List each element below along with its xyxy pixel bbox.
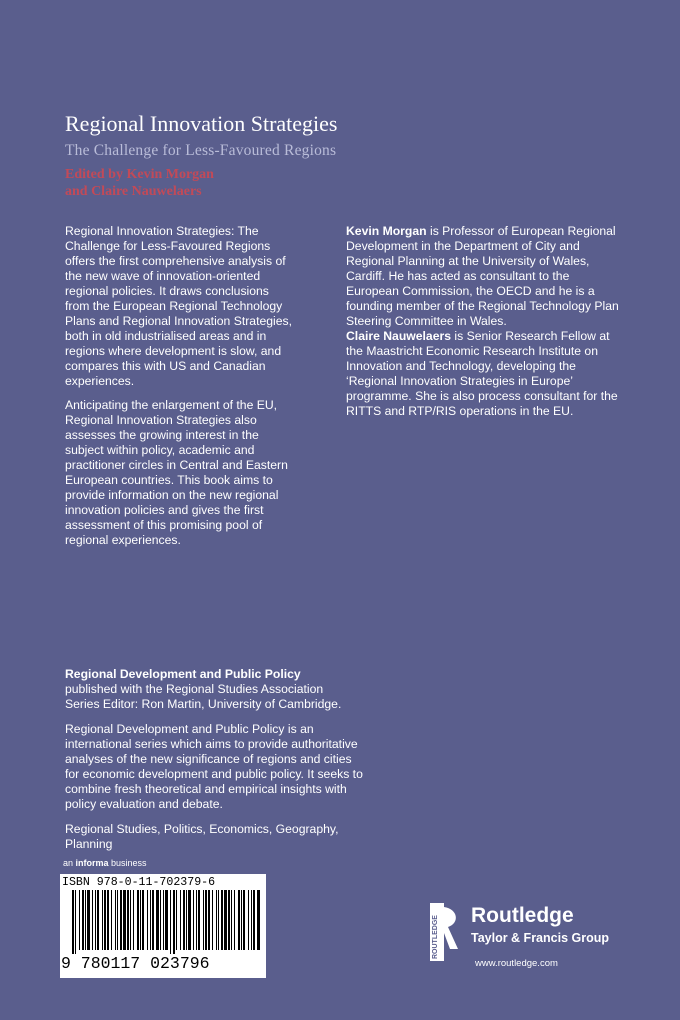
editors-line-1: Edited by Kevin Morgan bbox=[65, 167, 214, 182]
barcode-bar bbox=[95, 890, 96, 950]
book-subtitle: The Challenge for Less-Favoured Regions bbox=[65, 142, 337, 159]
isbn-label: ISBN 978-0-11-702379-6 bbox=[62, 876, 216, 889]
series-info bbox=[65, 667, 365, 862]
series-description: Regional Development and Public Policy is an international series which aims to provide authoritative analyses of the new significance of regions and cities for economic development and public policy. It seeks to combine fresh theoretical and empirical insights with policy evaluation and debate. bbox=[65, 722, 363, 811]
routledge-logo-text: ROUTLEDGE bbox=[432, 915, 439, 959]
barcode-bar bbox=[212, 890, 213, 950]
description-paragraph-2: Anticipating the enlargement of the EU, Regional Innovation Strategies also assesses the growing interest in the subject within policy, academic and practitioner circles in Central and Eastern European countries. This book aims to provide information on the new regional innovation policies and gives the first assessment of this promising pool of regional experiences. bbox=[65, 398, 288, 547]
barcode-bar bbox=[228, 890, 230, 950]
barcode-bar bbox=[133, 890, 134, 950]
barcode-bar bbox=[130, 890, 131, 950]
barcode-number: 9 780117 023796 bbox=[61, 954, 210, 973]
barcode-bar bbox=[188, 890, 191, 950]
isbn-barcode bbox=[60, 874, 266, 978]
informa-brand: informa bbox=[75, 858, 109, 868]
barcode-bar bbox=[163, 890, 164, 950]
book-title: Regional Innovation Strategies bbox=[65, 111, 338, 136]
barcode-bar bbox=[123, 890, 126, 950]
publisher-url: www.routledge.com bbox=[475, 958, 558, 969]
barcode-bar bbox=[193, 890, 194, 950]
barcode-bar bbox=[176, 890, 177, 950]
barcode-bar bbox=[198, 890, 200, 950]
barcode-bar bbox=[238, 890, 240, 950]
barcode-bar bbox=[241, 890, 242, 950]
barcode-bar bbox=[87, 890, 90, 950]
author-1-name: Kevin Morgan bbox=[346, 224, 427, 238]
series-header bbox=[65, 667, 365, 712]
author-2-bio bbox=[346, 329, 620, 419]
barcode-bar bbox=[127, 890, 129, 950]
barcode-bar bbox=[152, 890, 154, 950]
informa-prefix: an bbox=[63, 858, 76, 868]
informa-business-label bbox=[63, 858, 147, 868]
barcode-bar bbox=[216, 890, 217, 950]
barcode-bar bbox=[117, 890, 118, 950]
barcode-bar bbox=[203, 890, 204, 950]
barcode-bar bbox=[102, 890, 103, 950]
author-2-name: Claire Nauwelaers bbox=[346, 329, 452, 343]
publisher-group: Taylor & Francis Group bbox=[471, 931, 609, 945]
barcode-bar bbox=[248, 890, 249, 950]
barcode-bars bbox=[72, 890, 262, 956]
informa-suffix: business bbox=[108, 858, 147, 868]
series-published-with: published with the Regional Studies Association bbox=[65, 682, 324, 696]
barcode-bar bbox=[92, 890, 93, 950]
editors-line-2: and Claire Nauwelaers bbox=[65, 184, 202, 199]
author-2-text: is Senior Research Fellow at the Maastricht Economic Research Institute on Innovation and Technology, developing the ‘Regional Innovation Strategies in Europe’ programme. She is also process consultant for the RITTS and RTP/RIS operations in the EU. bbox=[346, 329, 618, 418]
description-paragraph-1: Regional Innovation Strategies: The Challenge for Less-Favoured Regions offers the first comprehensive analysis of the new wave of innovation-oriented regional policies. It draws conclusions from the European Regional Technology Plans and Regional Innovation Strategies, both in old industrialised areas and in regions where development is slow, and compares this with US and Canadian experiences. bbox=[65, 224, 292, 388]
barcode-bar bbox=[221, 890, 223, 950]
barcode-bar bbox=[140, 890, 141, 950]
barcode-bar bbox=[205, 890, 207, 950]
barcode-bar bbox=[72, 890, 74, 954]
barcode-bar bbox=[180, 890, 181, 950]
barcode-bar bbox=[115, 890, 116, 950]
barcode-bar bbox=[251, 890, 252, 950]
barcode-bar bbox=[253, 890, 255, 950]
routledge-logo-icon bbox=[424, 901, 464, 963]
series-subjects: Regional Studies, Politics, Economics, Geography, Planning bbox=[65, 822, 339, 851]
barcode-bar bbox=[224, 890, 227, 950]
barcode-bar bbox=[165, 890, 168, 950]
barcode-bar bbox=[137, 890, 139, 950]
barcode-bar bbox=[196, 890, 197, 950]
barcode-bar bbox=[147, 890, 148, 950]
barcode-bar bbox=[231, 890, 232, 950]
barcode-bar bbox=[243, 890, 245, 950]
barcode-bar bbox=[208, 890, 210, 950]
barcode-bar bbox=[257, 890, 260, 950]
authors-column bbox=[346, 224, 620, 419]
description-column bbox=[65, 224, 295, 557]
barcode-bar bbox=[218, 890, 219, 950]
barcode-bar bbox=[160, 890, 161, 950]
author-1-text: is Professor of European Regional Development in the Department of City and Regional Planning at the University of Wales, Cardiff. He has acted as consultant to the European Commission, the OECD and he is a founding member of the Regional Technology Plan Steering Committee in Wales. bbox=[346, 224, 619, 328]
barcode-bar bbox=[150, 890, 151, 950]
barcode-bar bbox=[107, 890, 109, 950]
barcode-bar bbox=[97, 890, 99, 950]
barcode-bar bbox=[75, 890, 76, 954]
barcode-bar bbox=[111, 890, 112, 950]
barcode-bar bbox=[79, 890, 80, 950]
barcode-bar bbox=[82, 890, 84, 950]
author-1-bio bbox=[346, 224, 620, 329]
barcode-bar bbox=[234, 890, 235, 950]
publisher-name: Routledge bbox=[471, 904, 574, 927]
barcode-bar bbox=[142, 890, 144, 950]
barcode-bar bbox=[120, 890, 122, 950]
barcode-bar bbox=[170, 890, 171, 954]
barcode-bar bbox=[104, 890, 106, 950]
series-editor: Series Editor: Ron Martin, University of Cambridge. bbox=[65, 697, 342, 711]
barcode-bar bbox=[156, 890, 159, 950]
barcode-bar bbox=[173, 890, 175, 954]
barcode-bar bbox=[186, 890, 187, 950]
series-name: Regional Development and Public Policy bbox=[65, 667, 301, 681]
barcode-bar bbox=[85, 890, 86, 950]
book-editors bbox=[65, 166, 214, 200]
barcode-bar bbox=[183, 890, 185, 950]
